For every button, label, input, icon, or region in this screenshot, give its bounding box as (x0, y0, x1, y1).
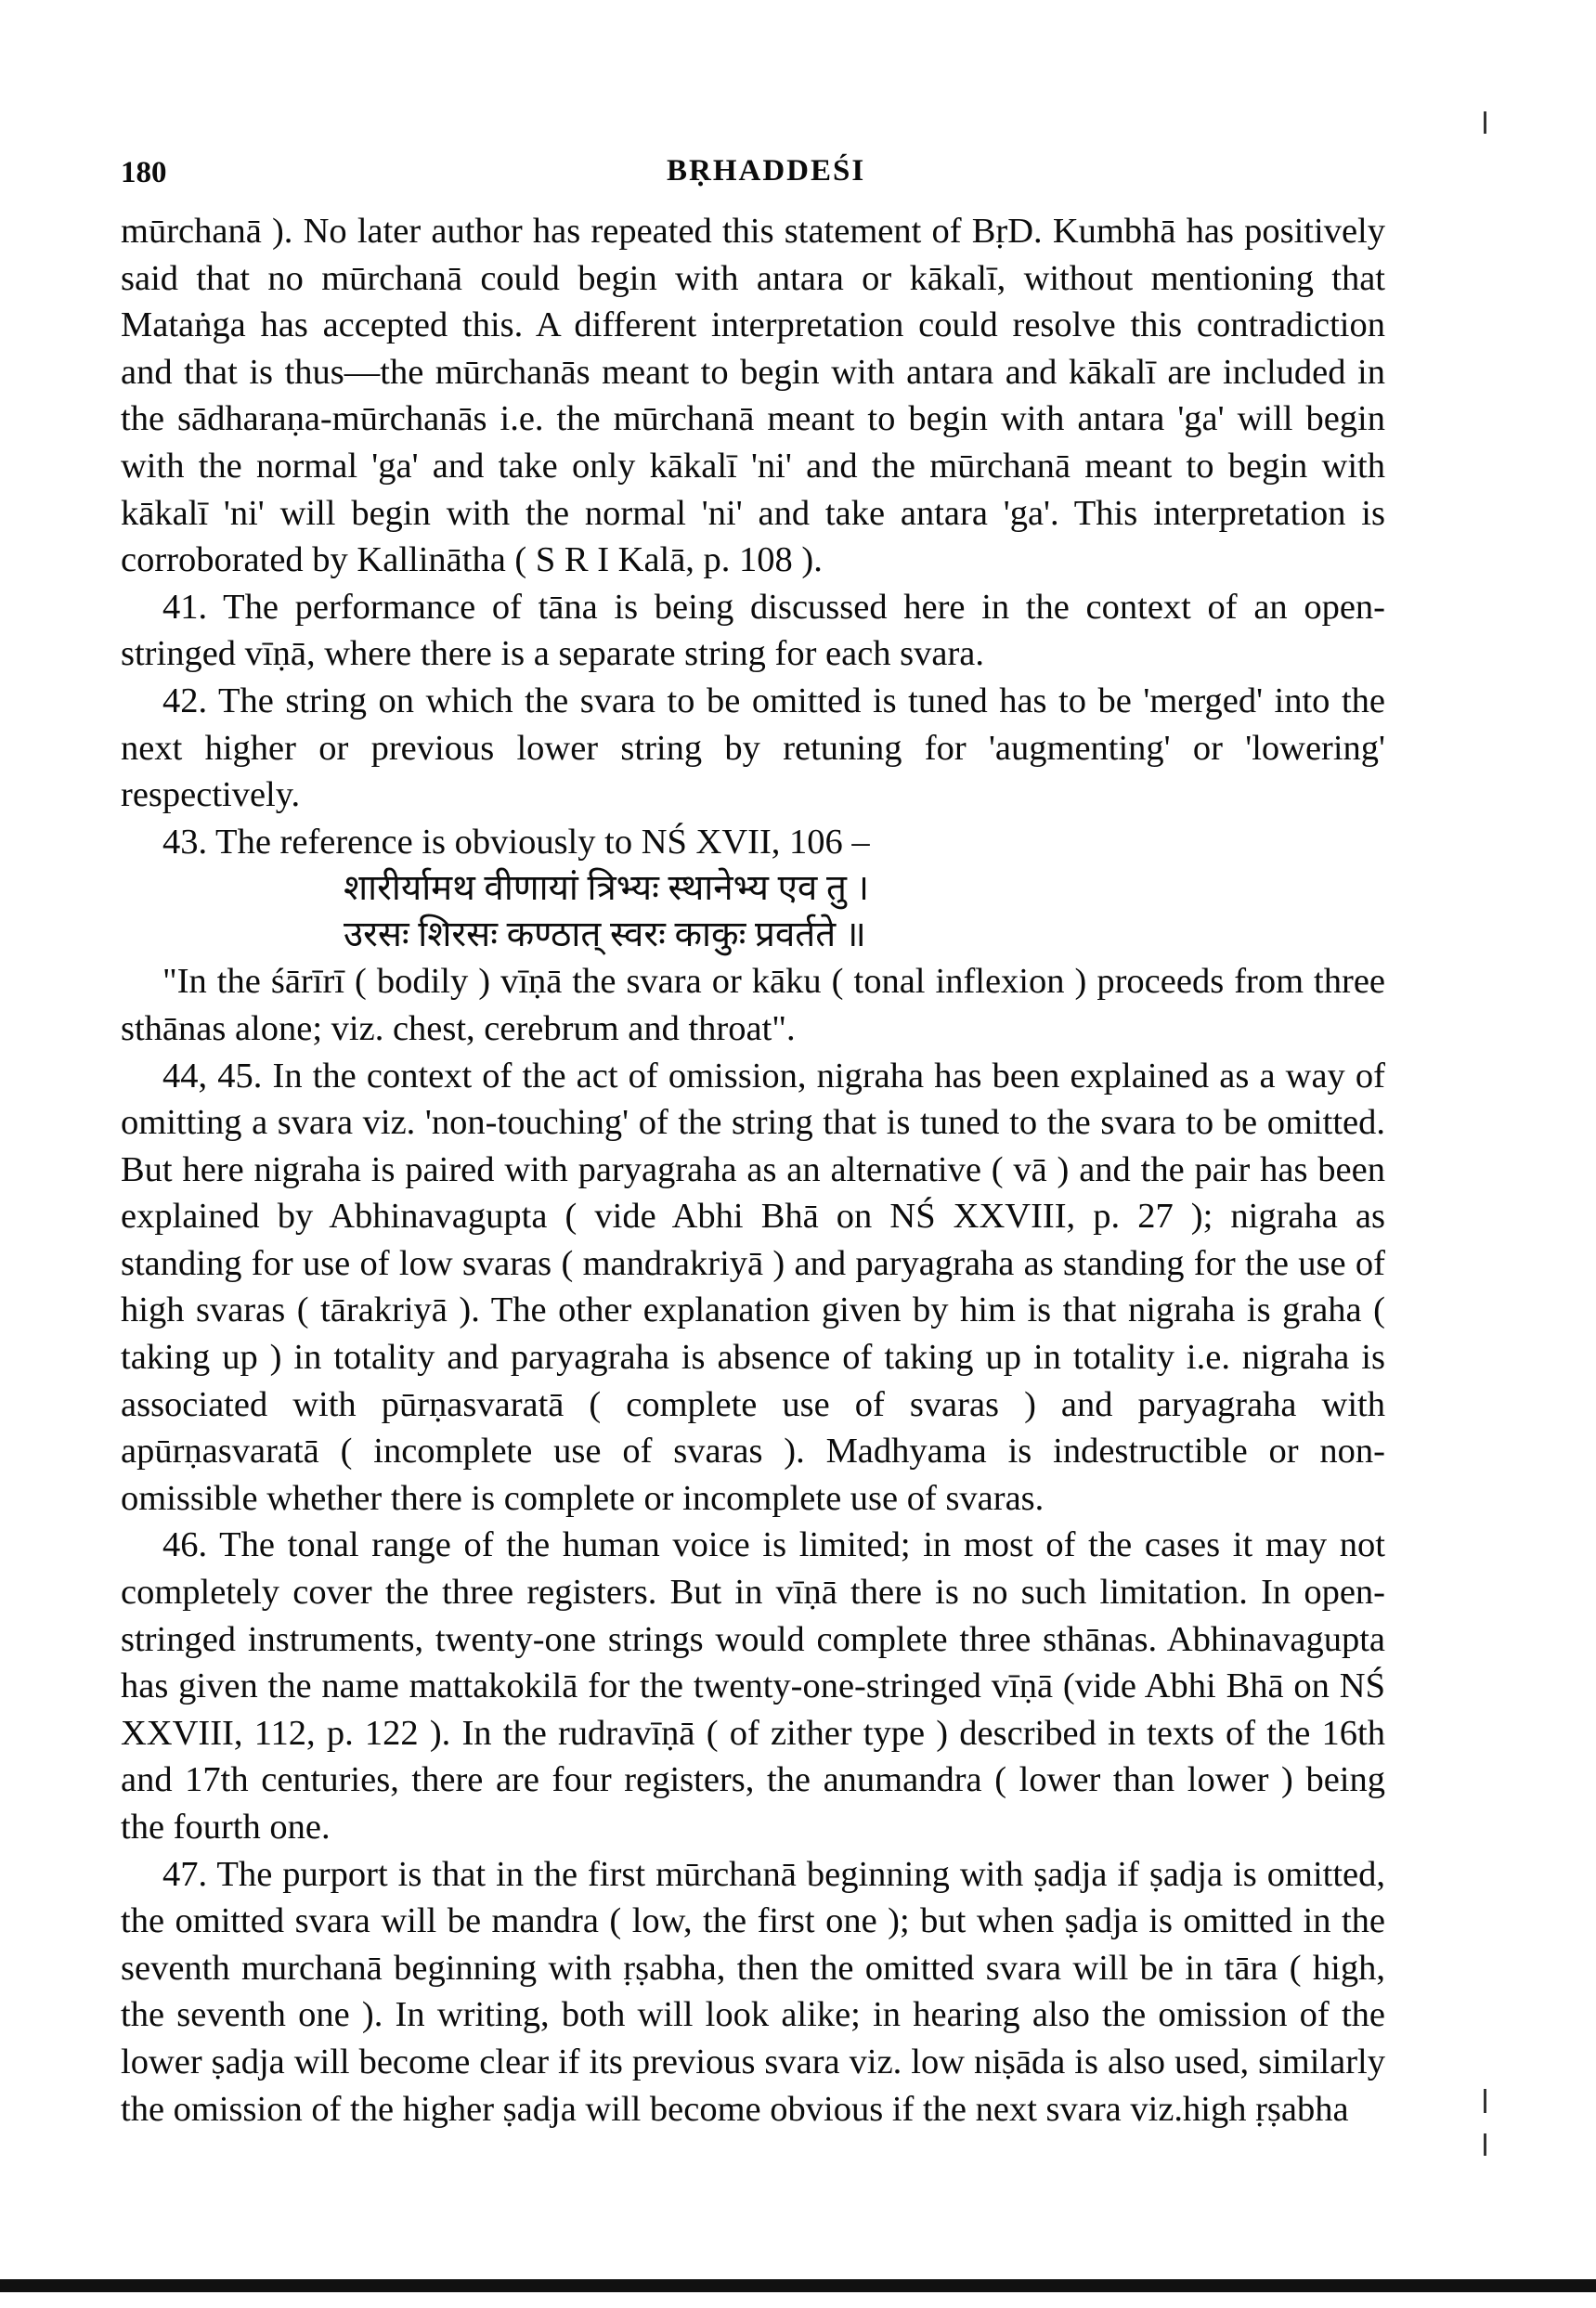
note-43: 43. The reference is obviously to NŚ XVII, 106 – (162, 822, 870, 862)
verse-line: शारीर्यामथ वीणायां त्रिभ्यः स्थानेभ्य एव तु । (344, 869, 870, 909)
note-47: 47. The purport is that in the first mūrchanā beginning with ṣadja if ṣadja is omitted, the omitted svara will be mandra ( low, the first one ); but when ṣadja is omitted in the seventh murchanā beginning with ṛṣabha, then the omitted svara will be in tāra ( high, the seventh one ). In writing, both will look alike; in hearing also the omission of the lower ṣadja will become clear if its previous svara viz. low niṣāda is also used, similarly the omission of the higher ṣadja will become obvious if the next svara viz.high ṛṣabha (121, 1854, 1385, 2129)
margin-mark (1484, 111, 1486, 134)
note-41: 41. The performance of tāna is being discussed here in the context of an open-stringed vīṇā, where there is a separate string for each svara. (121, 587, 1385, 674)
verse-translation: "In the śārīrī ( bodily ) vīṇā the svara or kāku ( tonal inflexion ) proceeds from three sthānas alone; viz. chest, cerebrum and throat". (121, 962, 1385, 1048)
note-42: 42. The string on which the svara to be omitted is tuned has to be 'merged' into the next higher or previous lower string by retuning for 'augmenting' or 'lowering' respectively. (121, 681, 1385, 815)
margin-mark (1484, 2133, 1486, 2156)
body-text (121, 208, 1385, 2133)
verse-line: उरसः शिरसः कण्ठात् स्वरः काकुः प्रवर्तते ॥ (344, 915, 866, 955)
page-number: 180 (121, 156, 167, 189)
margin-mark (1484, 2089, 1486, 2113)
sanskrit-verse (121, 865, 1385, 958)
note-44-45: 44, 45. In the context of the act of omission, nigraha has been explained as a way of omitting a svara viz. 'non-touching' of the string that is tuned to the svara to be omitted. But here nigraha is paired with paryagraha as an alternative ( vā ) and the pair has been explained by Abhinavagupta ( vide Abhi Bhā on NŚ XXVIII, p. 27 ); nigraha as standing for use of low svaras ( mandrakriyā ) and paryagraha as standing for the use of high svaras ( tārakriyā ). The other explanation given by him is that nigraha is graha ( taking up ) in totality and paryagraha is absence of taking up in totality i.e. nigraha is associated with pūrṇasvaratā ( complete use of svaras ) and paryagraha with apūrṇasvaratā ( incomplete use of svaras ). Madhyama is indestructible or non-omissible whether there is complete or incomplete use of svaras. (121, 1056, 1385, 1518)
paragraph-continuation: mūrchanā ). No later author has repeated this statement of BṛD. Kumbhā has positively said that no mūrchanā could begin with antara or kākalī, without mentioning that Mataṅga has accepted this. A different interpretation could resolve this contradiction and that is thus—the mūrchanās meant to begin with antara and kākalī are included in the sādharaṇa-mūrchanās i.e. the mūrchanā meant to begin with antara 'ga' will begin with the normal 'ga' and take only kākalī 'ni' and the mūrchanā meant to begin with kākalī 'ni' will begin with the normal 'ni' and take antara 'ga'. This interpretation is corroborated by Kallinātha ( S R I Kalā, p. 108 ). (121, 212, 1385, 580)
running-head: BṚHADDEŚI (667, 154, 866, 188)
bottom-rule (0, 2279, 1596, 2292)
note-46: 46. The tonal range of the human voice is limited; in most of the cases it may not completely cover the three registers. But in vīṇā there is no such limitation. In open-stringed instruments, twenty-one strings would complete three sthānas. Abhinavagupta has given the name mattakokilā for the twenty-one-stringed vīṇā (vide Abhi Bhā on NŚ XXVIII, 112, p. 122 ). In the rudravīṇā ( of zither type ) described in texts of the 16th and 17th centuries, there are four registers, the anumandra ( lower than lower ) being the fourth one. (121, 1525, 1385, 1847)
